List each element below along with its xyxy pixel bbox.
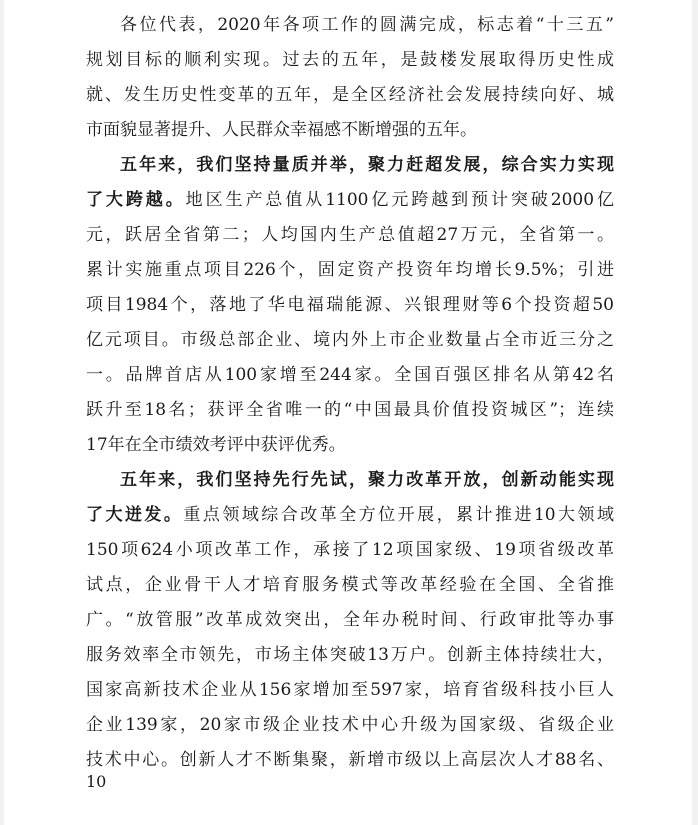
- text-line: 项目1984个，落地了华电福瑞能源、兴银理财等6个投资超50: [86, 295, 614, 315]
- text-line: 市面貌显著提升、人民群众幸福感不断增强的五年。: [86, 120, 477, 140]
- text-line: 一。品牌首店从100家增至244家。全国百强区排名从第42名: [86, 365, 614, 385]
- text-line: 亿元项目。市级总部企业、境内外上市企业数量占全市近三分之: [86, 330, 614, 350]
- text-line: 了大跨越。地区生产总值从1100亿元跨越到预计突破2000亿: [86, 190, 614, 210]
- text-line: 五年来，我们坚持量质并举，聚力赶超发展，综合实力实现: [120, 155, 614, 175]
- text-line: 各位代表，2020年各项工作的圆满完成，标志着“十三五”: [120, 15, 614, 35]
- text-line: 了大迸发。重点领域综合改革全方位开展，累计推进10大领域: [86, 505, 614, 525]
- text-line: 国家高新技术企业从156家增加至597家，培育省级科技小巨人: [86, 680, 614, 700]
- text-line: 17年在全市绩效考评中获评优秀。: [86, 435, 346, 455]
- text-line: 元，跃居全省第二；人均国内生产总值超27万元，全省第一。: [86, 225, 614, 245]
- text-line: 服务效率全市领先，市场主体突破13万户。创新主体持续壮大，: [86, 645, 614, 665]
- text-line: 技术中心。创新人才不断集聚，新增市级以上高层次人才88名、: [86, 750, 614, 770]
- right-page-edge: [692, 0, 698, 825]
- text-line: 广。“放管服”改革成效突出，全年办税时间、行政审批等办事: [86, 610, 614, 630]
- text-line: 150项624小项改革工作，承接了12项国家级、19项省级改革: [86, 540, 614, 560]
- text-line: 规划目标的顺利实现。过去的五年，是鼓楼发展取得历史性成: [86, 50, 614, 70]
- page-number: 10: [86, 772, 107, 791]
- text-line: 累计实施重点项目226个，固定资产投资年均增长9.5%；引进: [86, 260, 614, 280]
- left-page-edge: [0, 0, 4, 825]
- text-line: 试点，企业骨干人才培育服务模式等改革经验在全国、全省推: [86, 575, 614, 595]
- text-line: 企业139家，20家市级企业技术中心升级为国家级、省级企业: [86, 715, 614, 735]
- text-line: 跃升至18名；获评全省唯一的“中国最具价值投资城区”；连续: [86, 400, 614, 420]
- text-line: 就、发生历史性变革的五年，是全区经济社会发展持续向好、城: [86, 85, 614, 105]
- text-line: 五年来，我们坚持先行先试，聚力改革开放，创新动能实现: [120, 470, 614, 490]
